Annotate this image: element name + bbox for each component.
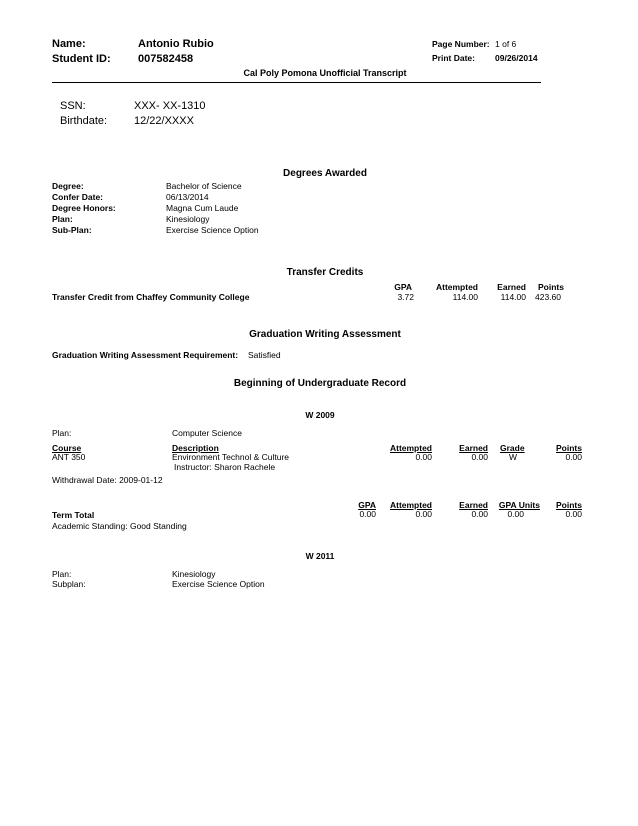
term1-total-col-earned: Earned — [459, 500, 488, 510]
confer-date-label: Confer Date: — [52, 192, 104, 202]
transfer-source: Transfer Credit from Chaffey Community College — [52, 292, 250, 302]
transfer-col-earned: Earned — [497, 282, 526, 292]
plan-value: Kinesiology — [166, 214, 210, 224]
birthdate-label: Birthdate: — [60, 115, 108, 127]
transfer-col-gpa: GPA — [394, 282, 412, 292]
term2-plan-label: Plan: — [52, 569, 72, 579]
transfer-points: 423.60 — [535, 292, 561, 302]
ssn-label: SSN: — [60, 100, 86, 112]
term1-total-col-gpa-units: GPA Units — [498, 500, 540, 510]
term1-col-earned: Earned — [459, 443, 488, 453]
degree-value: Bachelor of Science — [166, 181, 242, 191]
transfer-gpa: 3.72 — [397, 292, 414, 302]
degree-honors-label: Degree Honors: — [52, 203, 116, 213]
term1-col-course: Course — [52, 443, 82, 453]
term1-total-earned: 0.00 — [471, 509, 488, 519]
gwa-requirement-value: Satisfied — [248, 350, 281, 360]
term1-col-description: Description — [172, 443, 219, 453]
term1-col-points: Points — [556, 443, 582, 453]
term1-col-grade: Grade — [500, 443, 525, 453]
degrees-heading: Degrees Awarded — [283, 168, 367, 179]
record-heading: Beginning of Undergraduate Record — [233, 378, 407, 389]
term1-course-grade: W — [509, 452, 518, 462]
sub-plan-label: Sub-Plan: — [52, 225, 92, 235]
student-id-label: Student ID: — [52, 53, 111, 65]
term1-total-points: 0.00 — [565, 509, 582, 519]
term1-course-description: Environment Technol & Culture — [172, 452, 290, 462]
term1-total-col-gpa: GPA — [358, 500, 376, 510]
term1-col-attempted: Attempted — [389, 443, 432, 453]
page-number-value: 1 of 6 — [495, 39, 517, 49]
header-divider — [52, 82, 541, 83]
term1-course-code: ANT 350 — [52, 452, 86, 462]
term1-academic-standing: Academic Standing: Good Standing — [52, 521, 187, 531]
term1-course-attempted: 0.00 — [415, 452, 432, 462]
sub-plan-value: Exercise Science Option — [166, 225, 259, 235]
term1-course-instructor: Instructor: Sharon Rachele — [174, 462, 276, 472]
term1-total-gpa: 0.00 — [359, 509, 376, 519]
term2-subplan-label: Subplan: — [52, 579, 86, 589]
name-value: Antonio Rubio — [138, 38, 214, 50]
transcript-title: Cal Poly Pomona Unofficial Transcript — [243, 68, 407, 78]
name-label: Name: — [52, 38, 86, 50]
term2-name: W 2011 — [305, 551, 335, 561]
transfer-attempted: 114.00 — [452, 292, 478, 302]
term1-total-col-points: Points — [556, 500, 582, 510]
term1-course-earned: 0.00 — [471, 452, 488, 462]
transfer-col-points: Points — [538, 282, 564, 292]
print-date-value: 09/26/2014 — [495, 53, 538, 63]
term1-total-gpa-units: 0.00 — [507, 509, 524, 519]
plan-label: Plan: — [52, 214, 73, 224]
gwa-heading: Graduation Writing Assessment — [249, 329, 401, 340]
term1-course-points: 0.00 — [565, 452, 582, 462]
birthdate-value: 12/22/XXXX — [134, 115, 194, 127]
term1-total-label: Term Total — [52, 510, 95, 520]
degree-label: Degree: — [52, 181, 84, 191]
term1-withdrawal-date: Withdrawal Date: 2009-01-12 — [52, 475, 163, 485]
term1-plan-value: Computer Science — [172, 428, 242, 438]
term2-subplan-value: Exercise Science Option — [172, 579, 265, 589]
print-date-label: Print Date: — [432, 53, 475, 63]
ssn-value: XXX- XX-1310 — [134, 100, 206, 112]
degree-honors-value: Magna Cum Laude — [166, 203, 239, 213]
term1-total-col-attempted: Attempted — [389, 500, 432, 510]
student-id-value: 007582458 — [138, 53, 194, 65]
page-number-label: Page Number: — [432, 39, 490, 49]
transfer-col-attempted: Attempted — [435, 282, 478, 292]
transfer-earned: 114.00 — [500, 292, 526, 302]
term2-plan-value: Kinesiology — [172, 569, 216, 579]
gwa-requirement-label: Graduation Writing Assessment Requirement: — [52, 350, 239, 360]
term1-name: W 2009 — [305, 410, 335, 420]
transfer-heading: Transfer Credits — [286, 267, 364, 278]
confer-date-value: 06/13/2014 — [166, 192, 209, 202]
term1-total-attempted: 0.00 — [415, 509, 432, 519]
term1-plan-label: Plan: — [52, 428, 72, 438]
